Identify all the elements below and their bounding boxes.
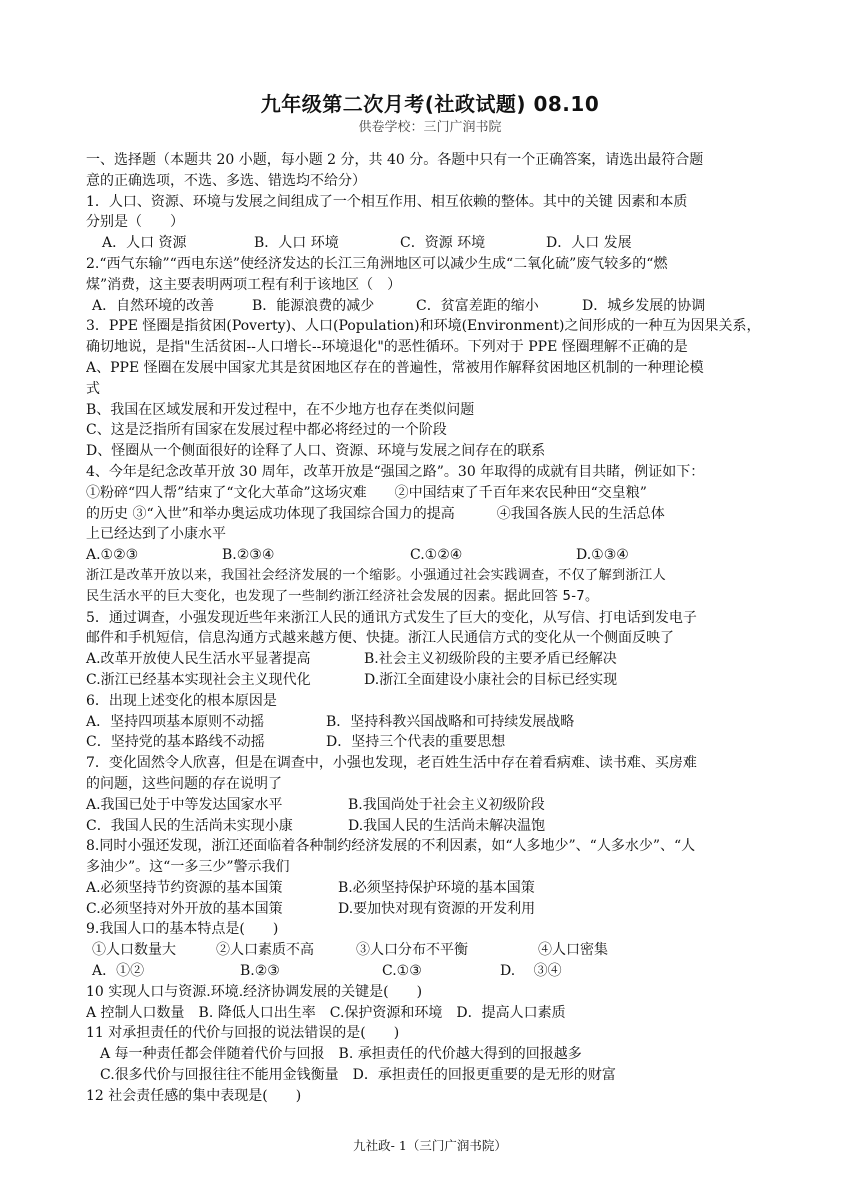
option: C.①②④	[410, 547, 463, 564]
option: C.①③	[382, 963, 422, 980]
option: B.②③	[240, 963, 280, 980]
question-3-option-b: B、我国在区域发展和开发过程中，在不少地方也存在类似问题	[86, 401, 475, 418]
option: D．城乡发展的协调	[582, 297, 706, 314]
question-7-options-cd	[86, 816, 778, 837]
question-5-options-ab	[86, 649, 778, 670]
option: A.①②③	[86, 547, 139, 564]
question-11-options-cd: C.很多代价与回报往往不能用金钱衡量 D．承担责任的回报更重要的是无形的财富	[100, 1067, 616, 1084]
question-2-stem-cont: 煤”消费，这主要表明两项工程有利于该地区（ ）	[86, 276, 402, 293]
statement-item: ②人口素质不高	[216, 942, 314, 959]
question-4-stem-cont: 上已经达到了小康水平	[86, 526, 226, 543]
exam-content	[86, 150, 778, 1107]
reading-passage-cont: 民生活水平的巨大变化，也发现了一些制约浙江经济社会发展的因素。据此回答 5-7。	[86, 588, 599, 604]
question-6-options-cd	[86, 732, 778, 753]
option: A.我国已处于中等发达国家水平	[86, 796, 283, 813]
question-7-options-ab	[86, 795, 778, 816]
option: B．人口 环境	[254, 235, 339, 252]
option: C．我国人民的生活尚未实现小康	[86, 817, 293, 834]
question-9-stem: 9.我国人口的基本特点是( )	[86, 921, 279, 938]
option: B.②③④	[222, 547, 275, 564]
question-3-option-a: A、PPE 怪圈在发展中国家尤其是贫困地区存在的普遍性，常被用作解释贫困地区机制的一种理论模	[86, 359, 704, 376]
question-3-option-a-cont: 式	[86, 380, 100, 397]
option: A.改革开放使人民生活水平显著提高	[86, 651, 311, 668]
question-2-stem: 2.“西气东输”“西电东送”使经济发达的长江三角洲地区可以减少生成“二氧化硫”废气较多的“燃	[86, 255, 668, 272]
question-9-options	[86, 961, 778, 982]
option: C.必须坚持对外开放的基本国策	[86, 900, 283, 917]
question-12-stem: 12 社会责任感的集中表现是( )	[86, 1087, 302, 1104]
option: A.必须坚持节约资源的基本国策	[86, 879, 283, 896]
question-1-stem: 1．人口、资源、环境与发展之间组成了一个相互作用、相互依赖的整体。其中的关键 因素和本质	[86, 193, 688, 210]
option: B．坚持科教兴国战略和可持续发展战略	[326, 713, 575, 730]
option: B.我国尚处于社会主义初级阶段	[348, 796, 545, 813]
option: B.必须坚持保护环境的基本国策	[338, 879, 535, 896]
question-8-options-ab	[86, 878, 778, 899]
statement-item: ①人口数量大	[92, 942, 176, 959]
option: C．资源 环境	[400, 235, 486, 252]
option: C．坚持党的基本路线不动摇	[86, 734, 265, 751]
option: D.要加快对现有资源的开发利用	[338, 900, 536, 917]
question-4-options	[86, 545, 778, 566]
question-11-options-ab: A 每一种责任都会伴随着代价与回报 B. 承担责任的代价越大得到的回报越多	[100, 1046, 582, 1063]
question-9-items	[86, 940, 778, 961]
option: D.我国人民的生活尚未解决温饱	[348, 817, 546, 834]
question-7-stem-cont: 的问题，这些问题的存在说明了	[86, 775, 282, 792]
question-8-options-cd	[86, 899, 778, 920]
page-subtitle: 供卷学校：三门广润书院	[358, 120, 502, 135]
question-8-stem: 8.同时小强还发现，浙江还面临着各种制约经济发展的不利因素，如“人多地少”、“人多水少”、“人	[86, 838, 696, 855]
question-2-options	[86, 296, 778, 317]
page-footer: 九社政- 1（三门广润书院）	[353, 1138, 507, 1153]
option: B.社会主义初级阶段的主要矛盾已经解决	[364, 651, 617, 668]
question-7-stem: 7．变化固然令人欣喜，但是在调查中，小强也发现，老百姓生活中存在着看病难、读书难、买房难	[86, 755, 697, 772]
option: A．①②	[92, 963, 145, 980]
question-11-stem: 11 对承担责任的代价与回报的说法错误的是( )	[86, 1025, 400, 1042]
option: C.浙江已经基本实现社会主义现代化	[86, 671, 311, 688]
question-1-options	[86, 233, 778, 254]
question-4-stem: 4、今年是纪念改革开放 30 周年，改革开放是“强国之路”。30 年取得的成就有目共睹，例证如下：	[86, 463, 705, 480]
option: D.①③④	[576, 547, 629, 564]
question-4-stem-cont: 的历史 ③“入世”和举办奥运成功体现了我国综合国力的提高 ④我国各族人民的生活总体	[86, 505, 665, 522]
page-title: 九年级第二次月考(社政试题) 08.10	[260, 92, 600, 116]
option: A．人口 资源	[102, 235, 187, 252]
option: C．贫富差距的缩小	[416, 297, 539, 314]
reading-passage: 浙江是改革开放以来，我国社会经济发展的一个缩影。小强通过社会实践调查，不仅了解到浙江人	[86, 567, 666, 583]
question-5-stem: 5．通过调查，小强发现近些年来浙江人民的通讯方式发生了巨大的变化，从写信、打电话到发电子	[86, 609, 697, 626]
option: D.浙江全面建设小康社会的目标已经实现	[364, 671, 618, 688]
question-3-option-d: D、怪圈从一个侧面很好的诠释了人口、资源、环境与发展之间存在的联系	[86, 443, 546, 460]
question-4-stem-cont: ①粉碎“四人帮”结束了“文化大革命”这场灾难 ②中国结束了千百年来农民种田“交皇粮”	[86, 484, 647, 501]
statement-item: ③人口分布不平衡	[356, 942, 468, 959]
question-8-stem-cont: 多油少”。这“一多三少”警示我们	[86, 859, 290, 876]
question-5-options-cd	[86, 670, 778, 691]
option: D．人口 发展	[546, 235, 632, 252]
question-3-stem: 3．PPE 怪圈是指贫困(Poverty)、人口(Population)和环境(Environment)之间形成的一种互为因果关系，	[86, 318, 761, 335]
question-10-stem: 10 实现人口与资源.环境.经济协调发展的关键是( )	[86, 983, 423, 1000]
section-intro-cont: 意的正确选项，不选、多选、错选均不给分）	[86, 172, 366, 189]
section-intro: 一、选择题（本题共 20 小题，每小题 2 分，共 40 分。各题中只有一个正确答案，请选出最符合题	[86, 152, 704, 168]
question-3-stem-cont: 确切地说，是指"生活贫困--人口增长--环境退化"的恶性循环。下列对于 PPE 怪圈理解不正确的是	[86, 339, 688, 356]
question-5-stem-cont: 邮件和手机短信，信息沟通方式越来越方便、快捷。浙江人民通信方式的变化从一个侧面反映了	[86, 630, 674, 647]
option: D．坚持三个代表的重要思想	[326, 734, 506, 751]
option: A．坚持四项基本原则不动摇	[86, 713, 265, 730]
option: D. ③④	[500, 963, 562, 980]
question-10-options: A 控制人口数量 B. 降低人口出生率 C.保护资源和环境 D．提高人口素质	[86, 1004, 566, 1021]
statement-item: ④人口密集	[538, 942, 608, 959]
question-6-stem: 6．出现上述变化的根本原因是	[86, 692, 277, 709]
option: A．自然环境的改善	[92, 297, 215, 314]
option: B．能源浪费的减少	[252, 297, 375, 314]
question-1-stem-cont: 分别是（ ）	[86, 214, 184, 231]
question-6-options-ab	[86, 712, 778, 733]
question-3-option-c: C、这是泛指所有国家在发展过程中都必将经过的一个阶段	[86, 422, 447, 439]
